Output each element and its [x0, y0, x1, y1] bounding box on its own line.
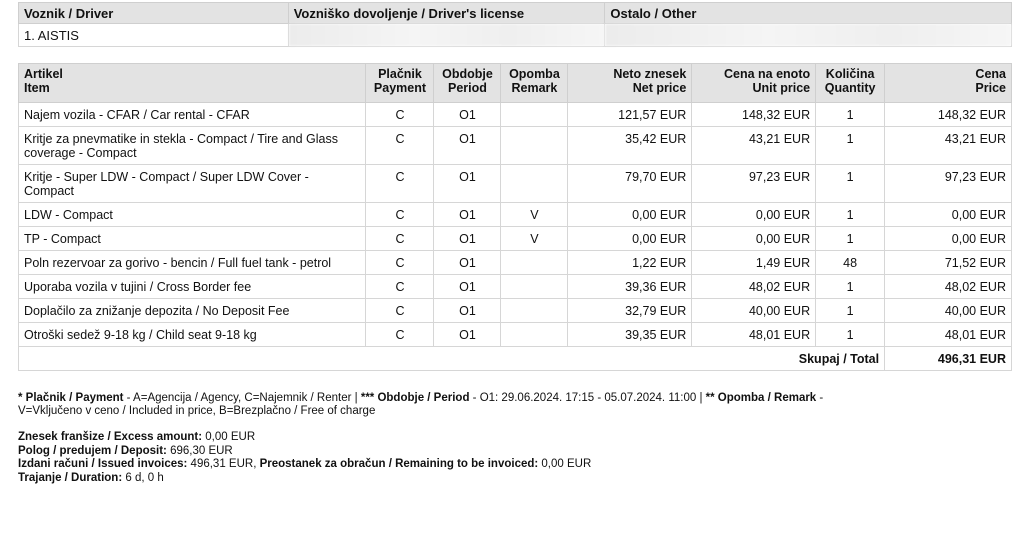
table-row	[19, 203, 1012, 227]
unit-price-cell: 1,49 EUR	[692, 251, 816, 275]
license-header: Vozniško dovoljenje / Driver's license	[288, 3, 605, 24]
quantity-column-header: Količina Quantity	[816, 64, 885, 103]
deposit-label: Polog / predujem / Deposit:	[18, 444, 167, 457]
driver-name: 1. AISTIS	[19, 24, 289, 47]
unit-price-cell: 43,21 EUR	[692, 127, 816, 165]
remark-cell	[501, 299, 568, 323]
quantity-cell: 1	[816, 323, 885, 347]
item-column-header: Artikel Item	[19, 64, 366, 103]
legend-period-label: *** Obdobje / Period	[360, 392, 470, 404]
table-row	[19, 323, 1012, 347]
net-price-cell: 39,36 EUR	[568, 275, 692, 299]
quantity-cell: 1	[816, 127, 885, 165]
unit-price-cell: 0,00 EUR	[692, 227, 816, 251]
net-price-cell: 32,79 EUR	[568, 299, 692, 323]
period-column-header: Obdobje Period	[434, 64, 501, 103]
payment-cell: C	[366, 127, 434, 165]
legend-remark-label: ** Opomba / Remark	[705, 392, 817, 404]
issued-line	[18, 458, 1008, 472]
payment-cell: C	[366, 203, 434, 227]
item-cell: Poln rezervoar za gorivo - bencin / Full fuel tank - petrol	[19, 251, 366, 275]
other-redacted	[605, 24, 1012, 47]
table-row	[19, 127, 1012, 165]
total-label: Skupaj / Total	[19, 347, 885, 371]
net-price-cell: 35,42 EUR	[568, 127, 692, 165]
net-price-cell: 1,22 EUR	[568, 251, 692, 275]
table-row	[19, 165, 1012, 203]
total-row	[19, 347, 1012, 371]
quantity-cell: 1	[816, 203, 885, 227]
excess-label: Znesek franšize / Excess amount:	[18, 431, 203, 443]
item-cell: Kritje za pnevmatike in stekla - Compact / Tire and Glass coverage - Compact	[19, 127, 366, 165]
table-row	[19, 103, 1012, 127]
item-cell: TP - Compact	[19, 227, 366, 251]
legend-payment-label: * Plačnik / Payment	[18, 392, 124, 404]
table-row	[19, 299, 1012, 323]
unit-price-cell: 148,32 EUR	[692, 103, 816, 127]
price-cell: 48,01 EUR	[885, 323, 1012, 347]
payment-column-header: Plačnik Payment	[366, 64, 434, 103]
price-cell: 148,32 EUR	[885, 103, 1012, 127]
period-cell: O1	[434, 299, 501, 323]
period-cell: O1	[434, 103, 501, 127]
quantity-cell: 1	[816, 299, 885, 323]
unit-price-cell: 40,00 EUR	[692, 299, 816, 323]
remark-cell	[501, 323, 568, 347]
remark-cell: V	[501, 227, 568, 251]
duration-label: Trajanje / Duration:	[18, 471, 123, 484]
net-price-cell: 39,35 EUR	[568, 323, 692, 347]
remark-cell	[501, 103, 568, 127]
price-cell: 40,00 EUR	[885, 299, 1012, 323]
driver-header-row	[19, 3, 1012, 24]
payment-cell: C	[366, 165, 434, 203]
summary	[18, 431, 1008, 485]
net-price-cell: 0,00 EUR	[568, 203, 692, 227]
price-cell: 0,00 EUR	[885, 227, 1012, 251]
license-redacted	[288, 24, 605, 47]
other-header: Ostalo / Other	[605, 3, 1012, 24]
price-cell: 97,23 EUR	[885, 165, 1012, 203]
table-row	[19, 227, 1012, 251]
payment-cell: C	[366, 299, 434, 323]
unit-price-cell: 48,02 EUR	[692, 275, 816, 299]
period-cell: O1	[434, 251, 501, 275]
item-cell: Najem vozila - CFAR / Car rental - CFAR	[19, 103, 366, 127]
issued-value: 496,31 EUR,	[187, 458, 260, 470]
period-cell: O1	[434, 165, 501, 203]
item-cell: Otroški sedež 9-18 kg / Child seat 9-18 kg	[19, 323, 366, 347]
quantity-cell: 1	[816, 275, 885, 299]
unit-price-cell: 48,01 EUR	[692, 323, 816, 347]
item-cell: Doplačilo za znižanje depozita / No Deposit Fee	[19, 299, 366, 323]
excess-line	[18, 431, 1008, 445]
item-cell: LDW - Compact	[19, 203, 366, 227]
items-table	[18, 63, 1012, 371]
payment-cell: C	[366, 227, 434, 251]
remark-column-header: Opomba Remark	[501, 64, 568, 103]
period-cell: O1	[434, 323, 501, 347]
period-cell: O1	[434, 127, 501, 165]
duration-line	[18, 472, 1008, 486]
remark-cell	[501, 165, 568, 203]
issued-label: Izdani računi / Issued invoices:	[18, 458, 188, 470]
net-price-cell: 121,57 EUR	[568, 103, 692, 127]
net-price-column-header: Neto znesek Net price	[568, 64, 692, 103]
legend-payment-text: - A=Agencija / Agency, C=Najemnik / Renter |	[123, 392, 361, 404]
table-row	[19, 251, 1012, 275]
quantity-cell: 48	[816, 251, 885, 275]
payment-cell: C	[366, 103, 434, 127]
deposit-line	[18, 445, 1008, 459]
remark-cell: V	[501, 203, 568, 227]
price-column-header: Cena Price	[885, 64, 1012, 103]
excess-value: 0,00 EUR	[202, 431, 256, 443]
remaining-label: Preostanek za obračun / Remaining to be invoiced:	[259, 458, 539, 470]
deposit-value: 696,30 EUR	[166, 444, 233, 457]
payment-cell: C	[366, 251, 434, 275]
items-header-row	[19, 64, 1012, 103]
unit-price-column-header: Cena na enoto Unit price	[692, 64, 816, 103]
price-cell: 43,21 EUR	[885, 127, 1012, 165]
remark-cell	[501, 275, 568, 299]
payment-cell: C	[366, 275, 434, 299]
remark-cell	[501, 251, 568, 275]
net-price-cell: 79,70 EUR	[568, 165, 692, 203]
period-cell: O1	[434, 203, 501, 227]
driver-row	[19, 24, 1012, 47]
period-cell: O1	[434, 275, 501, 299]
legend	[18, 392, 1008, 418]
quantity-cell: 1	[816, 103, 885, 127]
total-value: 496,31 EUR	[885, 347, 1012, 371]
net-price-cell: 0,00 EUR	[568, 227, 692, 251]
unit-price-cell: 0,00 EUR	[692, 203, 816, 227]
table-row	[19, 275, 1012, 299]
remaining-value: 0,00 EUR	[538, 458, 592, 470]
price-cell: 0,00 EUR	[885, 203, 1012, 227]
driver-table	[18, 2, 1012, 47]
price-cell: 48,02 EUR	[885, 275, 1012, 299]
driver-header: Voznik / Driver	[19, 3, 289, 24]
legend-remark-text: -	[816, 392, 824, 404]
remark-cell	[501, 127, 568, 165]
period-cell: O1	[434, 227, 501, 251]
duration-value: 6 d, 0 h	[122, 471, 164, 484]
legend-remark-values: V=Vključeno v ceno / Included in price, B=Brezplačno / Free of charge	[18, 405, 376, 417]
item-cell: Kritje - Super LDW - Compact / Super LDW Cover - Compact	[19, 165, 366, 203]
item-cell: Uporaba vozila v tujini / Cross Border fee	[19, 275, 366, 299]
quantity-cell: 1	[816, 227, 885, 251]
quantity-cell: 1	[816, 165, 885, 203]
unit-price-cell: 97,23 EUR	[692, 165, 816, 203]
payment-cell: C	[366, 323, 434, 347]
price-cell: 71,52 EUR	[885, 251, 1012, 275]
legend-period-text: - O1: 29.06.2024. 17:15 - 05.07.2024. 11:00 |	[469, 392, 706, 404]
